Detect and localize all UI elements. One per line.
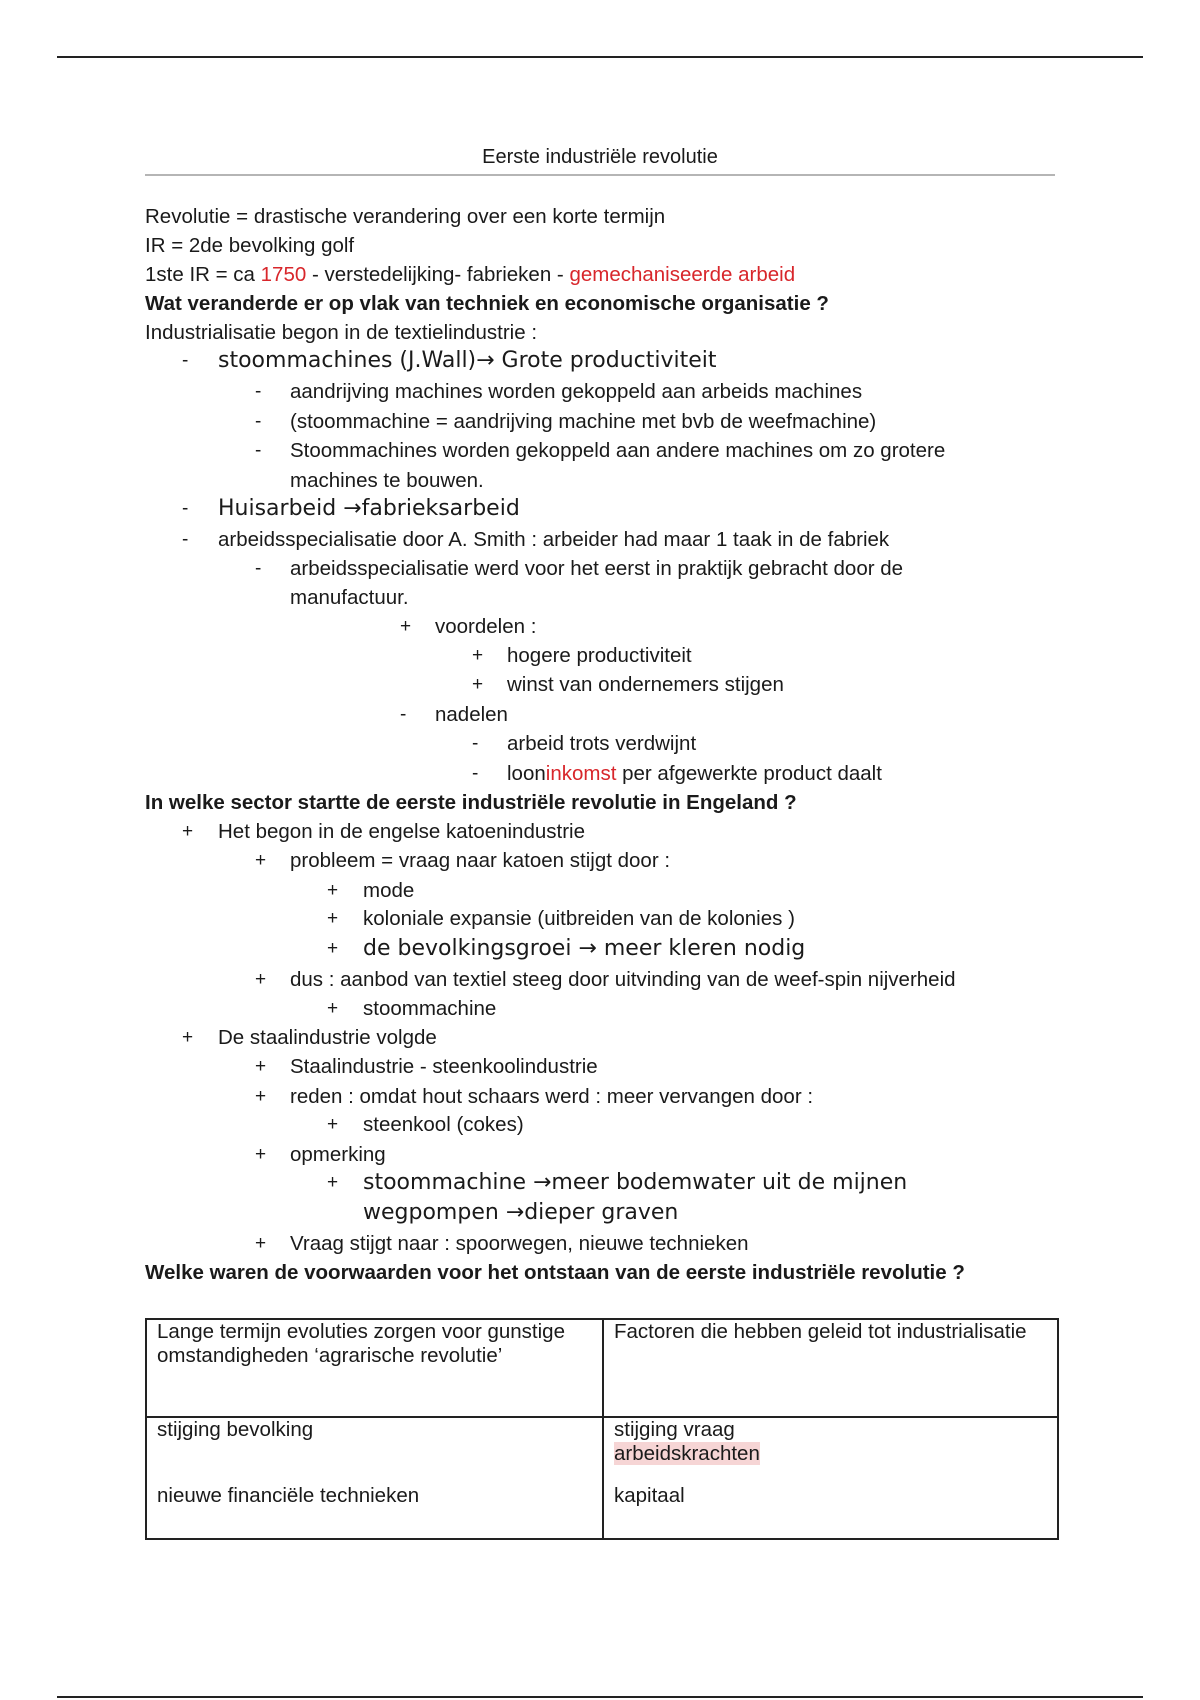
cell-capital: kapitaal (614, 1484, 685, 1507)
s2-item-pump-cont: wegpompen →dieper graven (363, 1200, 679, 1225)
intro-line-3-a: 1ste IR = ca (145, 263, 261, 286)
s2-item-demand: Vraag stijgt naar : spoorwegen, nieuwe technieken (290, 1232, 749, 1255)
table-header-cell (603, 1319, 1058, 1417)
s2-item-cotton: Het begon in de engelse katoenindustrie (218, 820, 585, 843)
dash-bullet: - (182, 498, 189, 519)
table-cell (146, 1417, 603, 1539)
plus-bullet: + (255, 850, 267, 871)
dash-bullet: - (400, 704, 407, 725)
s2-item-supply: dus : aanbod van textiel steeg door uitvinding van de weef-spin nijverheid (290, 968, 956, 991)
plus-bullet: + (255, 1144, 267, 1165)
s1-item-housework: Huisarbeid →fabrieksarbeid (218, 496, 520, 521)
dash-bullet: - (255, 381, 262, 402)
advantages-label: voordelen : (435, 615, 537, 638)
disadvantage-2 (507, 762, 882, 786)
header-factors: Factoren die hebben geleid tot industrialisatie (614, 1320, 1027, 1343)
plus-bullet: + (472, 674, 484, 695)
plus-bullet: + (327, 998, 339, 1019)
s1-item-steam-3: Stoommachines worden gekoppeld aan andere machines om zo grotere (290, 439, 946, 462)
s2-item-population: de bevolkingsgroei → meer kleren nodig (363, 936, 806, 961)
plus-bullet: + (400, 616, 412, 637)
title-underline (145, 174, 1055, 176)
table-header-row (146, 1319, 1058, 1417)
plus-bullet: + (182, 1027, 194, 1048)
cell-labor-highlight: arbeidskrachten (614, 1442, 760, 1465)
question-2-heading: In welke sector startte de eerste industriële revolutie in Engeland ? (145, 791, 797, 814)
s2-item-remark: opmerking (290, 1143, 386, 1166)
document-title: Eerste industriële revolutie (482, 146, 718, 168)
s1-item-specialisation: arbeidsspecialisatie door A. Smith : arbeider had maar 1 taak in de fabriek (218, 528, 890, 551)
s1-line-intro: Industrialisatie begon in de textielindustrie : (145, 321, 538, 344)
s2-item-steel: De staalindustrie volgde (218, 1026, 437, 1049)
advantage-1: hogere productiviteit (507, 644, 692, 667)
table-header-cell (146, 1319, 603, 1417)
dash-bullet: - (255, 440, 262, 461)
s1-item-steam: stoommachines (J.Wall)→ Grote productiviteit (218, 348, 717, 373)
s2-item-pump: stoommachine →meer bodemwater uit de mijnen (363, 1170, 908, 1195)
s2-item-problem: probleem = vraag naar katoen stijgt door : (290, 849, 671, 872)
s1-item-steam-2: (stoommachine = aandrijving machine met bvb de weefmachine) (290, 410, 877, 433)
s1-item-steam-1: aandrijving machines worden gekoppeld aan arbeids machines (290, 380, 863, 403)
conditions-table (145, 1318, 1059, 1540)
intro-line-2: IR = 2de bevolking golf (145, 234, 355, 257)
s2-item-reason: reden : omdat hout schaars werd : meer vervangen door : (290, 1085, 814, 1108)
disadvantage-2-c: per afgewerkte product daalt (616, 762, 882, 785)
intro-line-3 (145, 263, 795, 287)
plus-bullet: + (255, 1056, 267, 1077)
page-bottom-rule (57, 1696, 1143, 1698)
plus-bullet: + (327, 1114, 339, 1135)
income-highlight: inkomst (545, 762, 617, 785)
advantage-2: winst van ondernemers stijgen (507, 673, 784, 696)
s1-item-specialisation-1-cont: manufactuur. (290, 586, 409, 609)
table-row (146, 1417, 1058, 1539)
plus-bullet: + (182, 821, 194, 842)
dash-bullet: - (182, 529, 189, 550)
intro-line-1: Revolutie = drastische verandering over een korte termijn (145, 205, 666, 228)
plus-bullet: + (327, 880, 339, 901)
disadvantage-2-a: loon (507, 762, 546, 785)
plus-bullet: + (327, 938, 339, 959)
cell-financial-techniques: nieuwe financiële technieken (157, 1484, 420, 1507)
question-3-heading: Welke waren de voorwaarden voor het ontstaan van de eerste industriële revolutie ? (145, 1261, 965, 1284)
mechanized-labor-highlight: gemechaniseerde arbeid (569, 263, 796, 286)
plus-bullet: + (472, 645, 484, 666)
plus-bullet: + (255, 1233, 267, 1254)
plus-bullet: + (255, 1086, 267, 1107)
page-top-rule (57, 56, 1143, 58)
year-highlight: 1750 (260, 263, 307, 286)
disadvantage-1: arbeid trots verdwijnt (507, 732, 697, 755)
disadvantages-label: nadelen (435, 703, 508, 726)
plus-bullet: + (327, 1172, 339, 1193)
question-1-heading: Wat veranderde er op vlak van techniek en economische organisatie ? (145, 292, 829, 315)
dash-bullet: - (255, 558, 262, 579)
cell-population-growth: stijging bevolking (157, 1418, 314, 1441)
s1-item-steam-3-cont: machines te bouwen. (290, 469, 484, 492)
dash-bullet: - (182, 350, 189, 371)
s2-item-steam: stoommachine (363, 997, 497, 1020)
s2-item-fashion: mode (363, 879, 415, 902)
s2-item-colonial: koloniale expansie (uitbreiden van de kolonies ) (363, 907, 795, 930)
s2-item-coal: steenkool (cokes) (363, 1113, 524, 1136)
dash-bullet: - (472, 733, 479, 754)
dash-bullet: - (255, 411, 262, 432)
cell-demand-increase: stijging vraag (614, 1418, 735, 1441)
s2-item-steel-coal: Staalindustrie - steenkoolindustrie (290, 1055, 598, 1078)
header-long-term: Lange termijn evoluties zorgen voor gunstige omstandigheden ‘agrarische revolutie’ (157, 1320, 565, 1367)
s1-item-specialisation-1: arbeidsspecialisatie werd voor het eerst in praktijk gebracht door de (290, 557, 904, 580)
intro-line-3-c: - verstedelijking- fabrieken - (306, 263, 570, 286)
dash-bullet: - (472, 763, 479, 784)
table-cell (603, 1417, 1058, 1539)
plus-bullet: + (327, 908, 339, 929)
plus-bullet: + (255, 969, 267, 990)
